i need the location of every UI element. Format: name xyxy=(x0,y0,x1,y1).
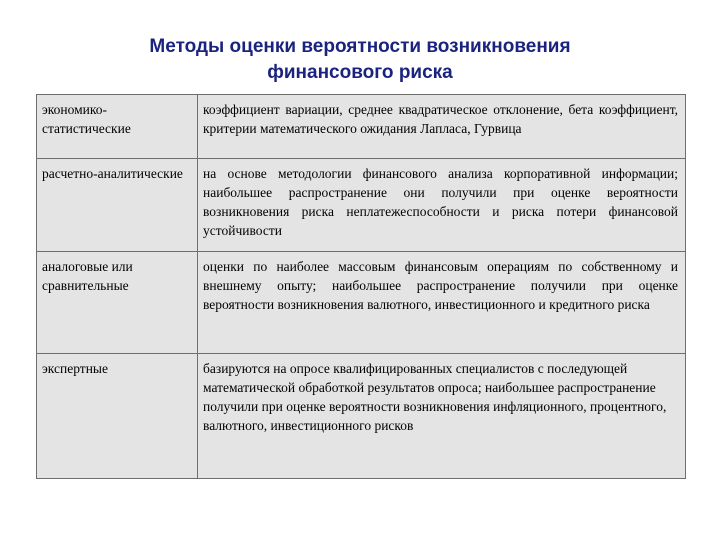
table-row xyxy=(37,159,686,252)
table-row xyxy=(37,95,686,159)
table-row xyxy=(37,252,686,354)
method-description: коэффициент вариации, среднее квадратическое отклонение, бета коэффициент, критерии математического ожидания Лапласа, Гурвица xyxy=(198,95,686,159)
method-description: на основе методологии финансового анализа корпоративной информации; наибольшее распространение они получили при оценке вероятности возникновения риска неплатежеспособности и риска потери финансовой устойчивости xyxy=(198,159,686,252)
method-description: базируются на опросе квалифицированных специалистов с последующей математической обработкой результатов опроса; наибольшее распространение получили при оценке вероятности возникновения инфляционного, процентного, валютного, инвестиционного рисков xyxy=(198,354,686,479)
method-name: экспертные xyxy=(37,354,198,479)
method-name: экономико-статистические xyxy=(37,95,198,159)
title-line-2: финансового риска xyxy=(267,62,453,83)
title-line-1: Методы оценки вероятности возникновения xyxy=(149,36,571,57)
method-description: оценки по наиболее массовым финансовым операциям по собственному и внешнему опыту; наибольшее распространение получили при оценке вероятности возникновения валютного, инвестиционного и кредитного риска xyxy=(198,252,686,354)
page-title xyxy=(0,34,720,86)
methods-table xyxy=(36,94,686,479)
method-name: аналоговые или сравнительные xyxy=(37,252,198,354)
method-name: расчетно-аналитические xyxy=(37,159,198,252)
table-row xyxy=(37,354,686,479)
